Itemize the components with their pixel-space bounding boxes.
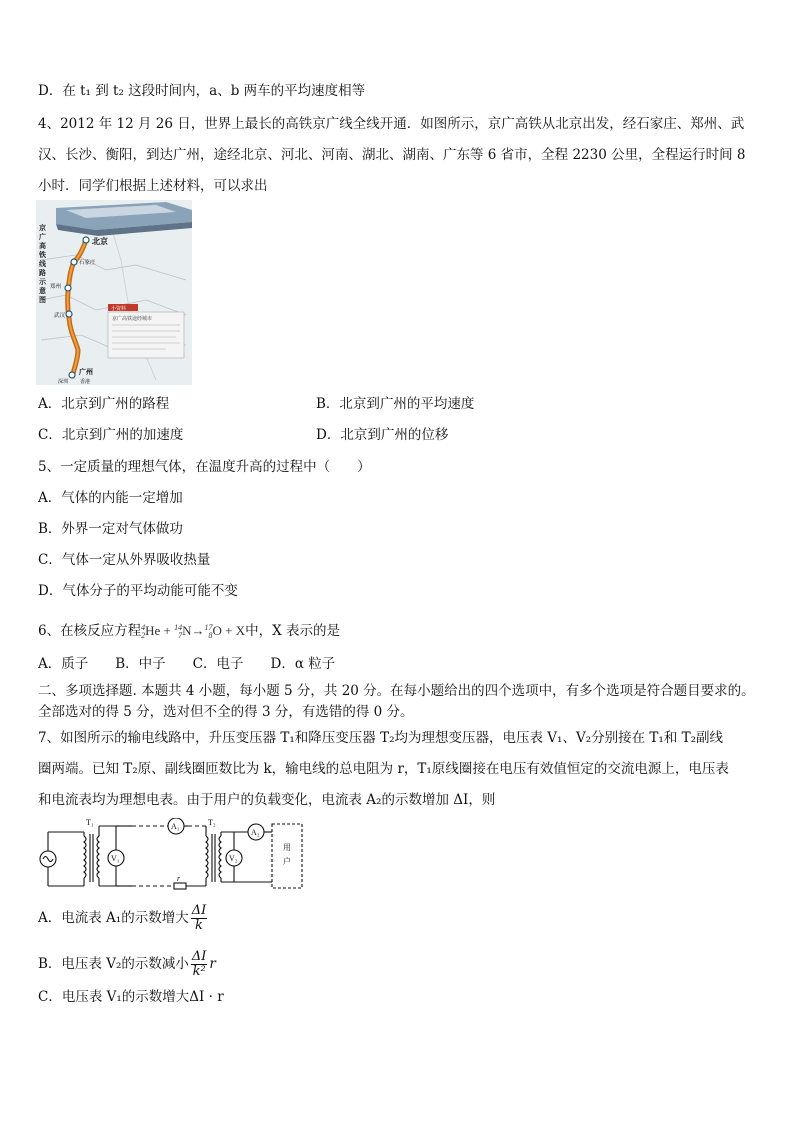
o-symbol: O [212,623,222,638]
city-label: 广州 [79,368,93,376]
transmission-circuit-figure [36,818,312,892]
city-label: 北京 [92,237,108,246]
fraction-numerator: ΔI [191,903,207,918]
reaction-arrow: → [191,623,205,638]
he-mass-number: 4 [141,623,146,633]
q7-stem-line2: 圈两端。已知 T₂原、副线圈匝数比为 k，输电线的总电阻为 r，T₁原线圈接在电压有效值恒定的交流电源上，电压表 [38,761,729,777]
city-label: 深圳 [58,379,69,385]
resistance-symbol: r [209,956,216,972]
nuclear-equation [141,623,246,641]
v2-meter-label: V₂ [229,854,238,863]
q7-stem-line3: 和电流表均为理想电表。由于用户的负载变化，电流表 A₂的示数增加 ΔI，则 [38,792,496,808]
q5-option-d: D．气体分子的平均动能可能不变 [38,583,238,599]
q4-option-d: D．北京到广州的位移 [316,427,449,443]
o-mass-number: 17 [204,623,213,633]
q4-stem-line2: 汉、长沙、衡阳，到达广州，途经北京、河北、河南、湖北、湖南、广东等 6 省市，全程 2230 公里，全程运行时间 8 [38,147,746,163]
q5-option-a: A．气体的内能一定增加 [38,490,183,506]
city-label: 武汉 [54,313,66,319]
plus-sign: + [163,623,171,638]
city-label: 香港 [80,379,91,385]
q4-option-a: A．北京到广州的路程 [38,396,170,412]
q5-stem: 5、一定质量的理想气体，在温度升高的过程中（ ） [38,459,371,475]
q4-stem-line1: 4、2012 年 12 月 26 日，世界上最长的高铁京广线全线开通．如图所示，京广高铁从北京出发，经石家庄、郑州、武 [38,116,745,132]
city-label: 石家庄 [79,260,96,266]
n-atomic-number: 7 [178,631,183,641]
a1-meter-label: A₁ [171,822,180,831]
resistor-label: r [177,874,181,883]
q7-stem-line1: 7、如图所示的输电线路中，升压变压器 T₁和降压变压器 T₂均为理想变压器，电压表 V₁、V₂分别接在 T₁和 T₂副线 [38,730,724,746]
fraction-di-over-k [191,904,208,933]
fraction-numerator: ΔI [191,949,207,964]
user-label: 户 [283,857,291,866]
a2-meter-label: A₂ [251,828,260,837]
v1-meter-label: V₁ [111,854,120,863]
svg-text:京广高铁途经城市: 京广高铁途经城市 [112,316,153,322]
rail-map-figure [36,200,192,385]
q6-stem-prefix: 6、在核反应方程 [38,623,142,639]
q6-stem-suffix: 中，X 表示的是 [245,623,341,639]
q3-option-d: D．在 t₁ 到 t₂ 这段时间内，a、b 两车的平均速度相等 [38,83,366,99]
map-legend [108,304,184,358]
q6-stem [38,622,340,640]
fraction-denominator: k [195,918,203,933]
q7-option-b [38,950,216,979]
q4-option-b: B．北京到广州的平均速度 [316,396,475,412]
o-atomic-number: 8 [208,631,213,641]
q7-option-b-text: B．电压表 V₂的示数减小 [38,956,189,972]
n-mass-number: 14 [174,623,183,633]
t1-label: T₁ [86,818,94,827]
q7-option-a-text: A．电流表 A₁的示数增大 [38,910,189,926]
n-symbol: N [182,623,192,638]
fraction-denominator: k² [192,964,206,979]
q7-option-c: C．电压表 V₁的示数增大ΔI · r [38,989,224,1005]
city-label: 郑州 [50,284,62,290]
t2-label: T₂ [208,818,216,827]
q4-stem-line3: 小时．同学们根据上述材料，可以求出 [38,178,268,194]
q5-option-b: B．外界一定对气体做功 [38,521,183,537]
plus-sign: + [225,623,233,638]
he-symbol: He [145,623,161,638]
q6-options: A．质子 B．中子 C．电子 D．α 粒子 [38,656,336,672]
map-vertical-title: 京广高铁线路示意图 [39,224,46,304]
section2-heading-line1: 二、多项选择题. 本题共 4 小题，每小题 5 分，共 20 分。在每小题给出的四个选项中，有多个选项是符合题目要求的。 [38,683,755,699]
he-atomic-number: 2 [141,631,146,641]
user-label: 用 [283,843,291,852]
x-symbol: X [235,623,246,638]
q4-option-c: C．北京到广州的加速度 [38,427,184,443]
svg-text:小资料: 小资料 [111,306,127,312]
q7-option-a [38,904,209,933]
q5-option-c: C．气体一定从外界吸收热量 [38,552,211,568]
fraction-di-over-k2 [191,950,208,979]
section2-heading-line2: 全部选对的得 5 分，选对但不全的得 3 分，有选错的得 0 分。 [38,704,414,720]
